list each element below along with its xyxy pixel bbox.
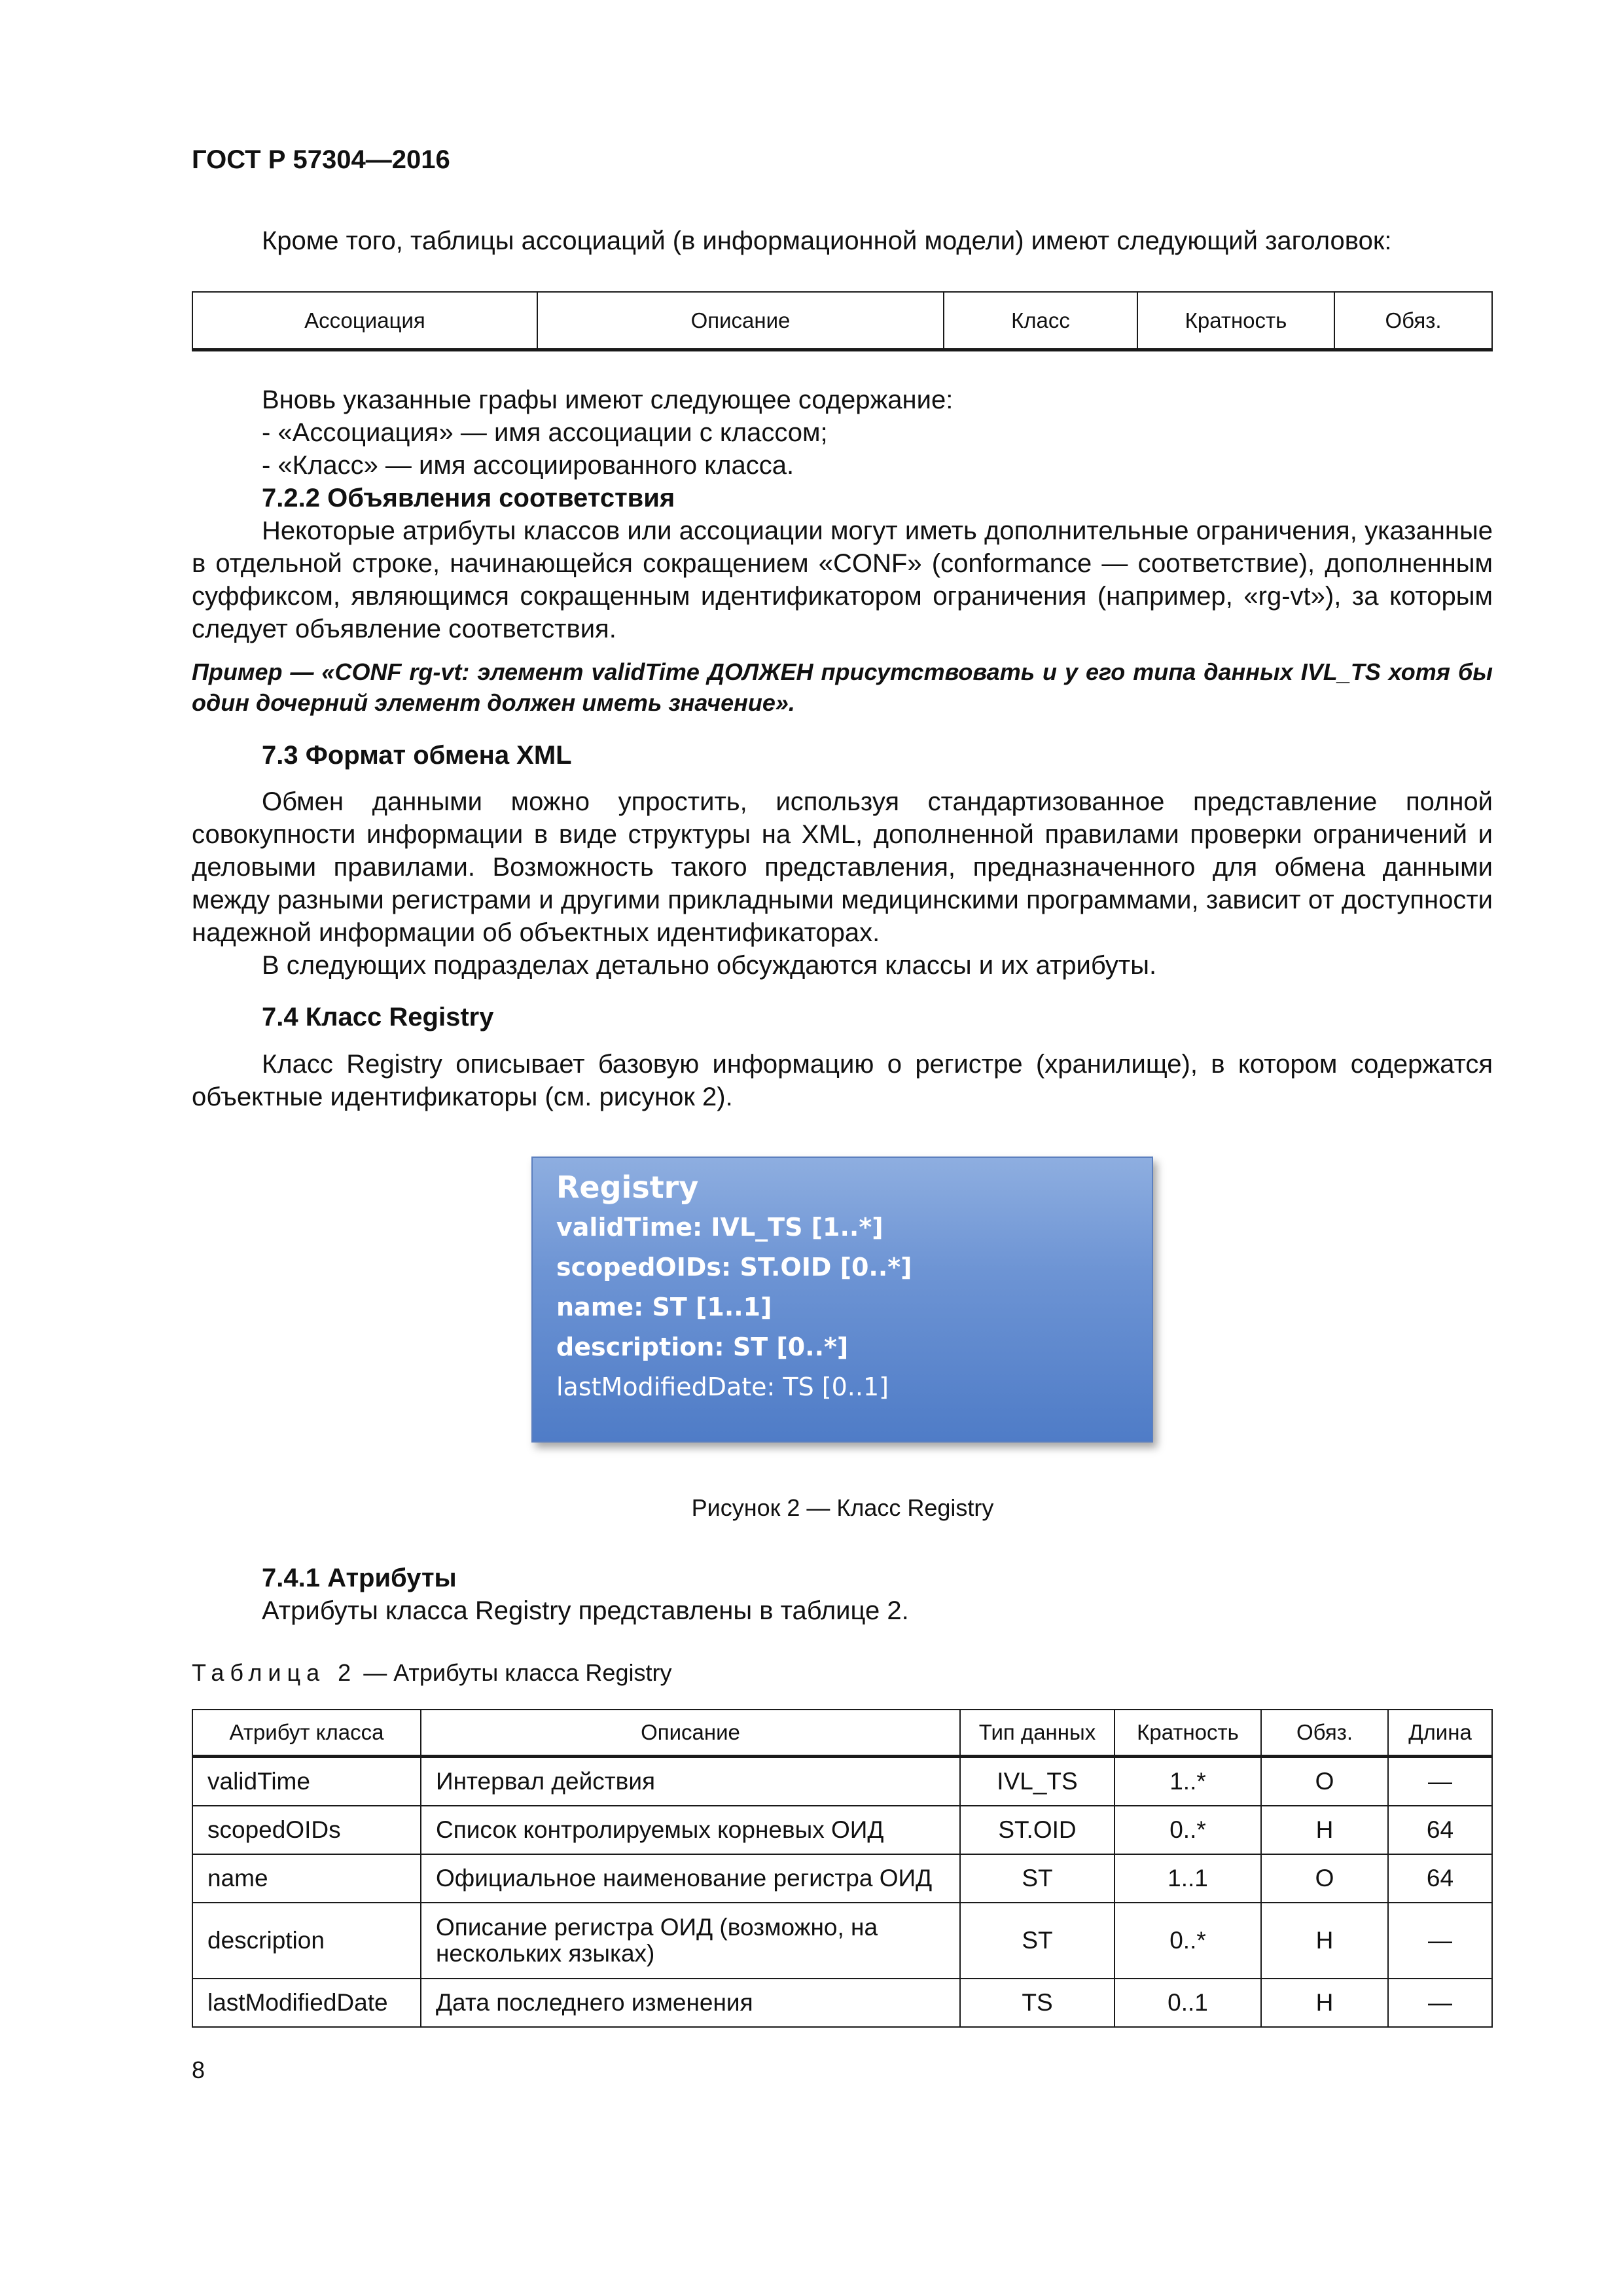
table-row xyxy=(192,1806,1492,1854)
attributes-table-header xyxy=(192,1710,1492,1757)
attribute-type: ST xyxy=(960,1854,1115,1903)
attribute-length: 64 xyxy=(1388,1806,1492,1854)
page-number: 8 xyxy=(192,2056,205,2083)
header-cell: Обяз. xyxy=(1334,292,1492,350)
association-table-header xyxy=(192,292,1492,350)
list-item: - «Класс» — имя ассоциированного класса. xyxy=(262,451,794,480)
attribute-name: name xyxy=(192,1854,421,1903)
attribute-description: Описание регистра ОИД (возможно, на нескольких языках) xyxy=(421,1903,960,1979)
attribute-description: Список контролируемых корневых ОИД xyxy=(421,1806,960,1854)
header-cell: Класс xyxy=(944,292,1137,350)
attribute-name: scopedOIDs xyxy=(192,1806,421,1854)
section-heading-7-2-2: 7.2.2 Объявления соответствия xyxy=(262,484,675,512)
attribute-multiplicity: 1..1 xyxy=(1115,1854,1261,1903)
header-cell: Тип данных xyxy=(960,1710,1115,1757)
attribute-description: Интервал действия xyxy=(421,1757,960,1806)
attribute-description: Официальное наименование регистра ОИД xyxy=(421,1854,960,1903)
xml-paragraph-2: В следующих подразделах детально обсуждаются классы и их атрибуты. xyxy=(262,951,1157,980)
conformance-example: Пример — «CONF rg-vt: элемент validTime ДОЛЖЕН присутствовать и у его типа данных IVL_TS хотя бы один дочерний элемент должен иметь значение». xyxy=(192,658,1493,716)
header-cell: Обяз. xyxy=(1261,1710,1388,1757)
class-name: Registry xyxy=(556,1170,699,1205)
attribute-length: — xyxy=(1388,1757,1492,1806)
class-attribute: description: ST [0..*] xyxy=(556,1333,849,1361)
class-attribute: scopedOIDs: ST.OID [0..*] xyxy=(556,1253,912,1282)
attribute-length: 64 xyxy=(1388,1854,1492,1903)
conformance-paragraph: Некоторые атрибуты классов или ассоциации могут иметь дополнительные ограничения, указанные в отдельной строке, начинающейся сокращением «CONF» (conformance — соответствие), дополненным суффиксом, являющимся сокращенным идентификатором ограничения (например, «rg-vt»), за которым следует объявление соответствия. xyxy=(192,516,1493,643)
section-heading-7-4: 7.4 Класс Registry xyxy=(262,1003,494,1031)
attribute-type: ST xyxy=(960,1903,1115,1979)
attribute-multiplicity: 0..* xyxy=(1115,1903,1261,1979)
header-cell: Описание xyxy=(421,1710,960,1757)
header-cell: Описание xyxy=(537,292,944,350)
table-caption-text: — Атрибуты класса Registry xyxy=(357,1659,672,1686)
xml-paragraph: Обмен данными можно упростить, используя стандартизованное представление полной совокупности информации в виде структуры на XML, дополненной правилами проверки ограничений и деловыми правилами. Возможность такого представления, предназначенного для обмена данными между разными регистрами и другими прикладными медицинскими программами, зависит от доступности надежной информации об объектных идентификаторах. xyxy=(192,787,1493,947)
table-caption xyxy=(192,1659,671,1687)
registry-paragraph: Класс Registry описывает базовую информацию о регистре (хранилище), в котором содержатся объектные идентификаторы (см. рисунок 2). xyxy=(192,1050,1493,1111)
attribute-multiplicity: 1..* xyxy=(1115,1757,1261,1806)
list-item: - «Ассоциация» — имя ассоциации с классом; xyxy=(262,418,828,447)
header-cell: Длина xyxy=(1388,1710,1492,1757)
attribute-type: ST.OID xyxy=(960,1806,1115,1854)
attribute-multiplicity: 0..* xyxy=(1115,1806,1261,1854)
attribute-mandatory: О xyxy=(1261,1757,1388,1806)
attributes-paragraph: Атрибуты класса Registry представлены в таблице 2. xyxy=(262,1596,909,1625)
class-attribute: validTime: IVL_TS [1..*] xyxy=(556,1213,883,1242)
figure-caption: Рисунок 2 — Класс Registry xyxy=(691,1494,994,1521)
attribute-mandatory: О xyxy=(1261,1854,1388,1903)
attribute-mandatory: Н xyxy=(1261,1806,1388,1854)
attribute-mandatory: Н xyxy=(1261,1979,1388,2027)
attribute-description: Дата последнего изменения xyxy=(421,1979,960,2027)
columns-intro: Вновь указанные графы имеют следующее содержание: xyxy=(262,386,954,414)
header-cell: Кратность xyxy=(1137,292,1334,350)
attribute-multiplicity: 0..1 xyxy=(1115,1979,1261,2027)
class-attribute: lastModifiedDate: TS [0..1] xyxy=(556,1372,889,1401)
intro-paragraph: Кроме того, таблицы ассоциаций (в информационной модели) имеют следующий заголовок: xyxy=(262,226,1392,255)
table-row xyxy=(192,1757,1492,1806)
header-cell: Атрибут класса xyxy=(192,1710,421,1757)
attributes-table xyxy=(192,1709,1493,2028)
section-heading-7-3: 7.3 Формат обмена XML xyxy=(262,741,572,770)
attribute-type: TS xyxy=(960,1979,1115,2027)
attribute-length: — xyxy=(1388,1903,1492,1979)
attribute-name: validTime xyxy=(192,1757,421,1806)
table-row xyxy=(192,1854,1492,1903)
table-row xyxy=(192,1903,1492,1979)
table-row xyxy=(192,1979,1492,2027)
attribute-name: description xyxy=(192,1903,421,1979)
class-attribute: name: ST [1..1] xyxy=(556,1293,772,1321)
attribute-name: lastModifiedDate xyxy=(192,1979,421,2027)
header-cell: Ассоциация xyxy=(192,292,537,350)
registry-class-diagram xyxy=(531,1157,1153,1443)
section-heading-7-4-1: 7.4.1 Атрибуты xyxy=(262,1564,457,1592)
attribute-mandatory: Н xyxy=(1261,1903,1388,1979)
attribute-length: — xyxy=(1388,1979,1492,2027)
association-table xyxy=(192,291,1493,351)
document-id: ГОСТ Р 57304—2016 xyxy=(192,145,450,174)
table-caption-label: Таблица 2 xyxy=(192,1659,357,1686)
attribute-type: IVL_TS xyxy=(960,1757,1115,1806)
header-cell: Кратность xyxy=(1115,1710,1261,1757)
